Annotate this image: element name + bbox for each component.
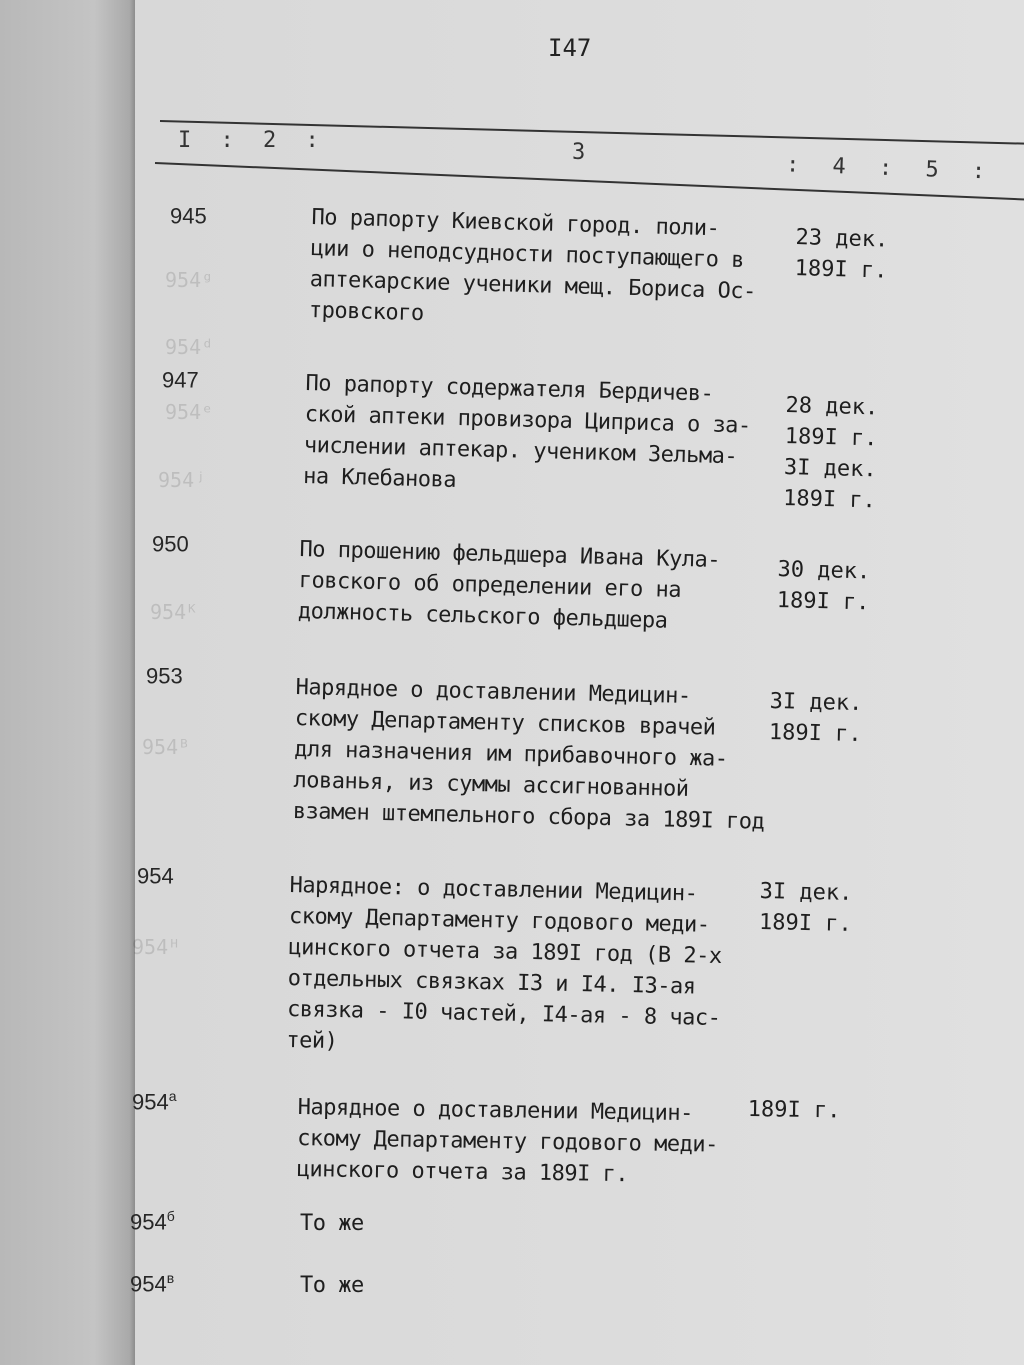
entry-description: Нарядное: о доставлении Медицин- скому Департаменту годового меди- цинского отчета за 189I год (В 2-х отдельных связках I3 и I4. I3-ая связка - I0 частей, I4-ая - 8 час- тей) <box>286 872 722 1055</box>
entry-number: $954^а$ <box>132 1088 177 1115</box>
entry-date: 30 дек. 189I г. <box>776 556 871 616</box>
book-gutter <box>0 0 135 1365</box>
bleed-through: 954ᴴ <box>132 935 181 959</box>
entry-description: То же <box>300 1273 364 1298</box>
entry-date: 23 дек. 189I г. <box>794 224 889 284</box>
bleed-through: 954ᵈ <box>165 335 214 359</box>
column-header-1-2: I : 2 : <box>178 128 327 153</box>
entry-date: 3I дек. 189I г. <box>768 688 863 748</box>
entry-date: 28 дек. 189I г. 3I дек. 189I г. <box>782 392 879 514</box>
bleed-through: 954ᴮ <box>142 735 191 759</box>
entry-number: $954^б$ <box>130 1208 175 1235</box>
entry-number: 945 <box>170 203 207 229</box>
entry-number: 950 <box>152 531 189 557</box>
bleed-through: 954ᴷ <box>150 600 199 624</box>
entry-number: 953 <box>146 663 183 689</box>
entry-number: 954 <box>137 863 174 889</box>
entry-number: $954^в$ <box>130 1270 175 1297</box>
entry-description: То же <box>300 1211 364 1236</box>
entry-number: 947 <box>162 367 199 393</box>
entry-description: По рапорту Киевской город. поли- ции о неподсудности поступающего в аптекарские ученики мещ. Бориса Ос- тровского <box>308 204 757 327</box>
bleed-through: 954ᵉ <box>165 400 214 424</box>
page-number: I47 <box>548 34 592 62</box>
entry-description: Нарядное о доставлении Медицин- скому Департаменту годового меди- цинского отчета за 189I г. <box>296 1094 719 1188</box>
bleed-through: 954ʲ <box>158 468 207 492</box>
bleed-through: 954ᵍ <box>165 268 214 292</box>
entry-date: 189I г. <box>747 1096 841 1124</box>
entry-date: 3I дек. 189I г. <box>758 878 853 937</box>
entry-description: По прошению фельдшера Ивана Кула- говского об определении его на должность сельского фельдшера <box>297 536 721 634</box>
column-header-4-5: : 4 : 5 : <box>785 152 996 185</box>
column-header-3: 3 <box>572 140 586 165</box>
entry-description: Нарядное о доставлении Медицин- скому Департаменту списков врачей для назначения им прибавочного жа- лованья, из суммы ассигнованной взамен штемпельного сбора за 189I год <box>292 674 765 835</box>
entry-description: По рапорту содержателя Бердичев- ской аптеки провизора Циприса о за- числении аптекар. учеником Зельма- на Клебанова <box>302 370 752 493</box>
